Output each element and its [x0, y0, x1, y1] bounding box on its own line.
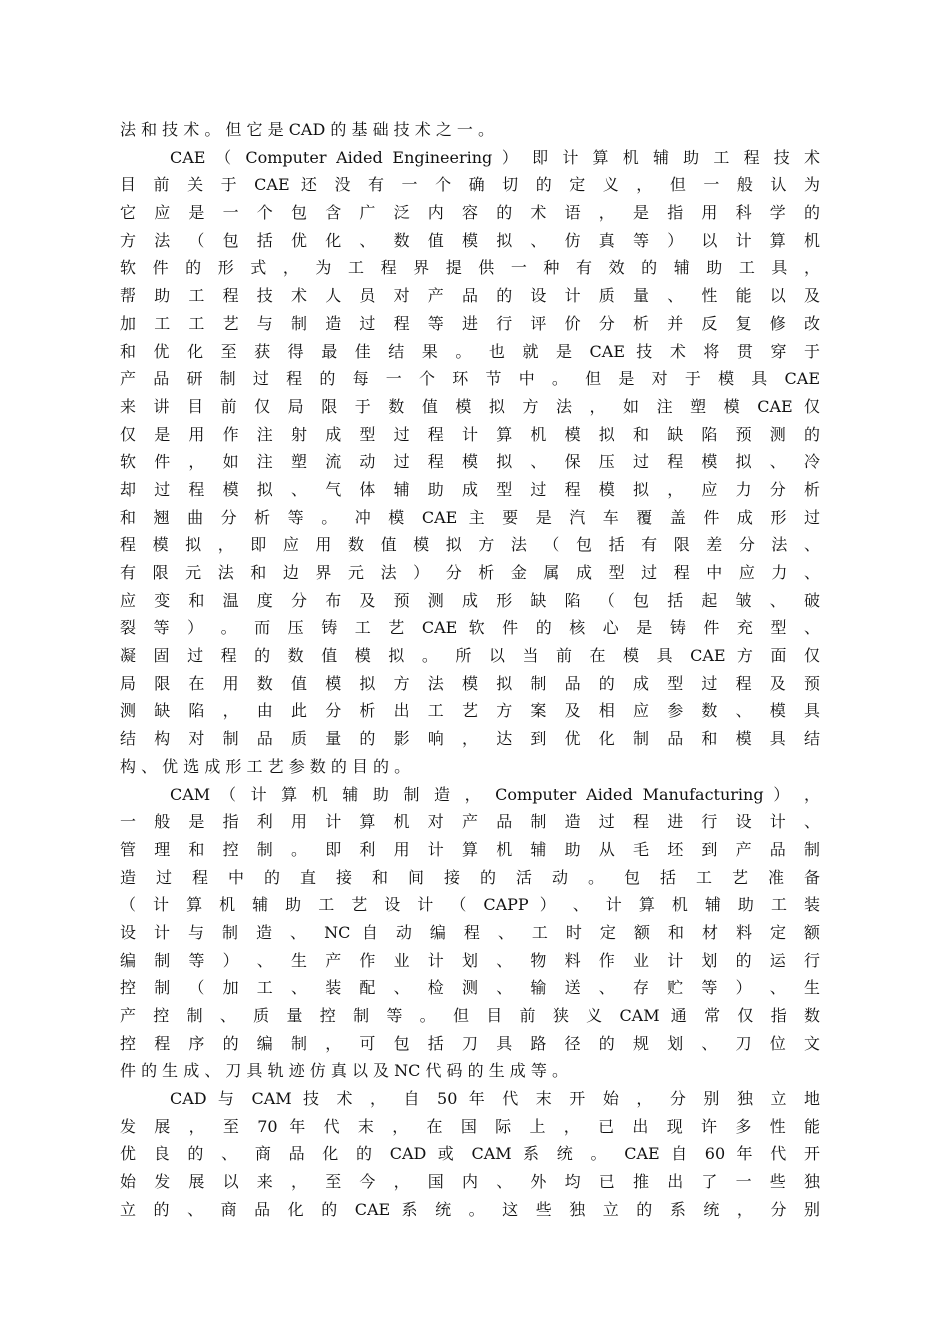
text-line: 管 理 和 控 制 。 即 利 用 计 算 机 辅 助 从 毛 坯 到 产 品 制	[120, 839, 820, 859]
text-line: 软 件 的 形 式 ， 为 工 程 界 提 供 一 种 有 效 的 辅 助 工 具 ，	[120, 258, 820, 278]
text-line: 发 展 ， 至 70 年 代 末 ， 在 国 际 上 ， 已 出 现 许 多 性 能	[120, 1116, 820, 1136]
text-line: CAE （ Computer Aided Engineering ） 即 计 算 机 辅 助 工 程 技 术	[170, 147, 820, 167]
text-line: 凝 固 过 程 的 数 值 模 拟 。 所 以 当 前 在 模 具 CAE 方 面 仅	[120, 646, 820, 666]
text-line: 有 限 元 法 和 边 界 元 法 ） 分 析 金 属 成 型 过 程 中 应 力 、	[120, 563, 820, 582]
body-text	[120, 116, 820, 1224]
text-line: 产 品 研 制 过 程 的 每 一 个 环 节 中 。 但 是 对 于 模 具 CAE	[120, 369, 820, 389]
text-line: 帮 助 工 程 技 术 人 员 对 产 品 的 设 计 质 量 、 性 能 以 及	[120, 286, 820, 306]
text-line: 目 前 关 于 CAE 还 没 有 一 个 确 切 的 定 义 ， 但 一 般 认 为	[120, 175, 820, 195]
text-line: CAD 与 CAM 技 术 ， 自 50 年 代 末 开 始 ， 分 别 独 立 地	[170, 1089, 820, 1109]
text-line: 控 程 序 的 编 制 ， 可 包 括 刀 具 路 径 的 规 划 、 刀 位 文	[120, 1033, 820, 1053]
text-line: 优 良 的 、 商 品 化 的 CAD 或 CAM 系 统 。 CAE 自 60 年 代 开	[120, 1144, 820, 1164]
text-line: 局 限 在 用 数 值 模 拟 方 法 模 拟 制 品 的 成 型 过 程 及 预	[120, 673, 820, 693]
text-line: CAM （ 计 算 机 辅 助 制 造 ， Computer Aided Manufacturing ） ，	[170, 784, 820, 804]
text-line: 编 制 等 ） 、 生 产 作 业 计 划 、 物 料 作 业 计 划 的 运 行	[120, 950, 820, 970]
text-line: 应 变 和 温 度 分 布 及 预 测 成 形 缺 陷 （ 包 括 起 皱 、 破	[120, 590, 820, 610]
text-line: 产 控 制 、 质 量 控 制 等 。 但 目 前 狭 义 CAM 通 常 仅 指 数	[120, 1006, 820, 1025]
text-line: 控 制 （ 加 工 、 装 配 、 检 测 、 输 送 、 存 贮 等 ） 、 生	[120, 978, 820, 998]
text-line: 裂 等 ） 。 而 压 铸 工 艺 CAE 软 件 的 核 心 是 铸 件 充 型 、	[120, 618, 820, 638]
text-line: 始 发 展 以 来 ， 至 今 ， 国 内 、 外 均 已 推 出 了 一 些 独	[120, 1172, 820, 1192]
text-line: 仅 是 用 作 注 射 成 型 过 程 计 算 机 模 拟 和 缺 陷 预 测 的	[120, 424, 820, 444]
text-line: 件 的 生 成 、 刀 具 轨 迹 仿 真 以 及 NC 代 码 的 生 成 等 。	[120, 1061, 568, 1081]
text-line: 构 、 优 选 成 形 工 艺 参 数 的 目 的 。	[120, 756, 411, 776]
text-line: 却 过 程 模 拟 、 气 体 辅 助 成 型 过 程 模 拟 ， 应 力 分 析	[120, 479, 820, 499]
text-line: 程 模 拟 ， 即 应 用 数 值 模 拟 方 法 （ 包 括 有 限 差 分 法 、	[120, 535, 820, 555]
text-line: 软 件 ， 如 注 塑 流 动 过 程 模 拟 、 保 压 过 程 模 拟 、 冷	[120, 452, 820, 472]
text-line: 和 翘 曲 分 析 等 。 冲 模 CAE 主 要 是 汽 车 覆 盖 件 成 形 过	[120, 507, 820, 527]
text-line: 它 应 是 一 个 包 含 广 泛 内 容 的 术 语 ， 是 指 用 科 学 的	[120, 203, 820, 223]
text-line: 方 法 （ 包 括 优 化 、 数 值 模 拟 、 仿 真 等 ） 以 计 算 机	[120, 230, 820, 250]
text-line: 法 和 技 术 。 但 它 是 CAD 的 基 础 技 术 之 一 。	[120, 120, 495, 139]
text-line: 设 计 与 制 造 、 NC 自 动 编 程 、 工 时 定 额 和 材 料 定 额	[120, 922, 820, 942]
text-line: 来 讲 目 前 仅 局 限 于 数 值 模 拟 方 法 ， 如 注 塑 模 CAE 仅	[120, 396, 820, 416]
text-line: 测 缺 陷 ， 由 此 分 析 出 工 艺 方 案 及 相 应 参 数 、 模 具	[120, 701, 820, 721]
text-line: 立 的 、 商 品 化 的 CAE 系 统 。 这 些 独 立 的 系 统 ， 分 别	[120, 1199, 820, 1219]
text-line: 结 构 对 制 品 质 量 的 影 响 ， 达 到 优 化 制 品 和 模 具 结	[120, 729, 820, 749]
text-line: 一 般 是 指 利 用 计 算 机 对 产 品 制 造 过 程 进 行 设 计 、	[120, 812, 820, 832]
text-line: （ 计 算 机 辅 助 工 艺 设 计 （ CAPP ） 、 计 算 机 辅 助 工 装	[120, 895, 820, 915]
text-line: 造 过 程 中 的 直 接 和 间 接 的 活 动 。 包 括 工 艺 准 备	[120, 867, 820, 887]
text-line: 加 工 工 艺 与 制 造 过 程 等 进 行 评 价 分 析 并 反 复 修 改	[120, 313, 820, 333]
text-line: 和 优 化 至 获 得 最 佳 结 果 。 也 就 是 CAE 技 术 将 贯 穿 于	[120, 341, 820, 361]
